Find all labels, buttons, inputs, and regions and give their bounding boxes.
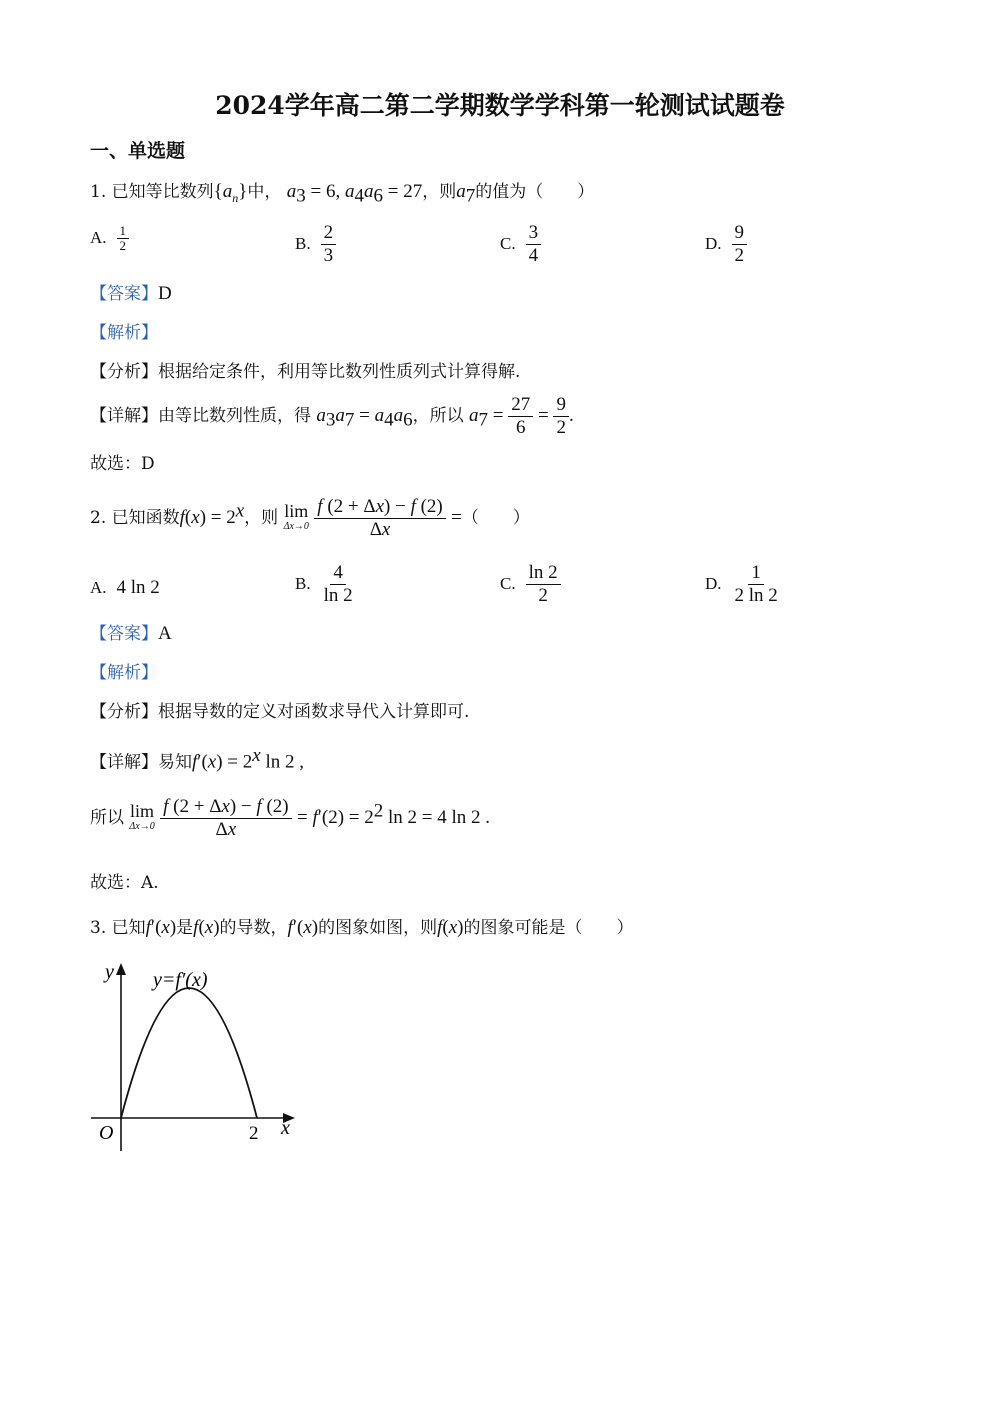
curve-label: y=f′(x) — [153, 969, 208, 991]
q1-xiangjie: 【详解】由等比数列性质，得 $a_3a_7 = a_4a_6$，所以 $a_7$ = $\frac{27}{6}$ = $\frac{9}{2}$ . — [90, 394, 574, 438]
q1-option-b: B. $\frac{2}{3}$ — [295, 222, 336, 267]
origin-label: O — [99, 1122, 114, 1144]
y-axis-label: y — [105, 961, 114, 983]
section-heading: 一、单选题 — [90, 140, 186, 162]
q3-stem: 3. 已知f′(x)是f(x)的导数，f′(x)的图象如图，则f(x)的图象可能是（ ） — [90, 917, 634, 938]
q2-derivation: 所以 lim Δx→0 $\frac{f (2 + \Delta x) - f (2)}{\Delta x}$ = $f'(2) = 2^2$ ln 2 = 4 ln 2 . — [90, 796, 491, 840]
q2-option-d: D. $\frac{1}{2 \ln 2}$ — [705, 562, 778, 606]
q2-conclusion: 故选：A. — [90, 873, 159, 893]
q1-fenxi: 【分析】根据给定条件，利用等比数列性质列式计算得解. — [90, 362, 521, 382]
q2-option-c: C. $\frac{\ln 2}{2}$ — [500, 562, 561, 607]
q2-option-a: A. 4 ln 2 — [90, 577, 160, 598]
x-tick-label: 2 — [249, 1123, 259, 1144]
x-axis-label: x — [281, 1117, 290, 1139]
derivative-curve — [121, 988, 257, 1118]
q2-xiangjie: 【详解】易知$f'(x) = 2^x$ ln 2 , — [90, 745, 304, 773]
page-title: 2024学年高二第二学期数学学科第一轮测试试题卷 — [215, 91, 785, 120]
y-axis-arrow-icon — [116, 963, 126, 975]
q1-answer: 【答案】D — [90, 283, 172, 304]
q1-option-c: C. $\frac{3}{4}$ — [500, 222, 541, 267]
derivative-graph — [85, 955, 315, 1160]
q1-number: 1. — [90, 182, 107, 202]
q2-stem: 2. 已知函数$f(x) = 2^x$，则 lim Δx→0 $\frac{f (2 + \Delta x) - f (2)}{\Delta x}$ =（ ） — [90, 496, 530, 540]
q2-option-b: B. $\frac{4}{\ln 2}$ — [295, 562, 353, 606]
q2-fenxi: 【分析】根据导数的定义对函数求导代入计算即可. — [90, 702, 470, 722]
q1-analysis-tag: 【解析】 — [90, 323, 158, 343]
q1-conclusion: 故选：D — [90, 454, 155, 474]
q1-stem: 1. 已知等比数列$\{a_n\}$中， $a_3 = 6$, $a_4a_6 = 27$，则$a_7$的值为（ ） — [90, 181, 595, 207]
q2-analysis-tag: 【解析】 — [90, 663, 158, 683]
q1-option-a: A. $\frac{1}{2}$ — [90, 224, 129, 253]
q2-answer: 【答案】A — [90, 623, 172, 644]
q1-option-d: D. $\frac{9}{2}$ — [705, 222, 747, 267]
